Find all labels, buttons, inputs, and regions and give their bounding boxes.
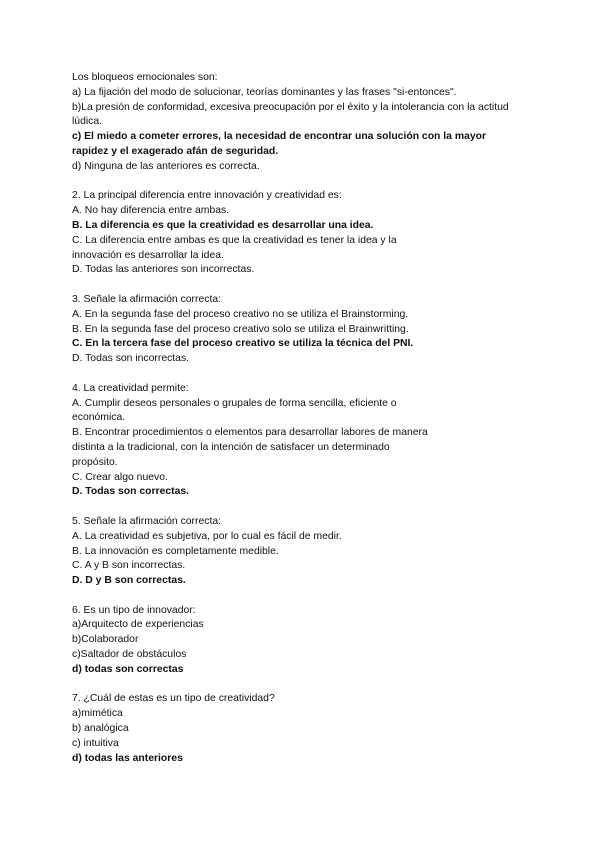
- answer-option: D. Todas las anteriores son incorrectas.: [72, 264, 255, 276]
- answer-option-correct: c) El miedo a cometer errores, la necesidad de encontrar una solución con la mayor rapidez y el exagerado afán de seguridad.: [72, 131, 487, 157]
- answer-option: A. Cumplir deseos personales o grupales de forma sencilla, eficiente o económica.: [72, 397, 397, 424]
- question-7: [72, 692, 522, 766]
- answer-option-correct: d) todas son correctas: [72, 663, 184, 675]
- answer-option: A. En la segunda fase del proceso creativo no se utiliza el Brainstorming.: [72, 308, 409, 320]
- answer-option: b)Colaborador: [72, 634, 139, 646]
- answer-option: d) Ninguna de las anteriores es correcta.: [72, 160, 260, 172]
- answer-option: b)La presión de conformidad, excesiva preocupación por el éxito y la intolerancia con la actitud lúdica.: [72, 101, 509, 128]
- answer-option-correct: B. La diferencia es que la creatividad es desarrollar una idea.: [72, 219, 374, 231]
- question-2: [72, 189, 522, 278]
- question-4: [72, 382, 522, 500]
- question-stem: 5. Señale la afirmación correcta:: [72, 515, 222, 527]
- answer-option: c)Saltador de obstáculos: [72, 649, 187, 661]
- answer-option: D. Todas son incorrectas.: [72, 353, 190, 365]
- answer-option: C. Crear algo nuevo.: [72, 471, 168, 483]
- question-stem: 4. La creatividad permite:: [72, 382, 189, 394]
- answer-option: a) La fijación del modo de solucionar, teorías dominantes y las frases "si-entonces".: [72, 86, 457, 98]
- answer-option: B. En la segunda fase del proceso creativo solo se utiliza el Brainwritting.: [72, 323, 409, 335]
- answer-option: B. La innovación es completamente medible.: [72, 545, 279, 557]
- answer-option: A. No hay diferencia entre ambas.: [72, 205, 230, 217]
- answer-option-correct: D. Todas son correctas.: [72, 486, 190, 498]
- answer-option: a)Arquitecto de experiencias: [72, 619, 204, 631]
- answer-option: C. A y B son incorrectas.: [72, 560, 186, 572]
- question-stem: 7. ¿Cuál de estas es un tipo de creatividad?: [72, 693, 275, 705]
- question-stem: 3. Señale la afirmación correcta:: [72, 293, 222, 305]
- answer-option-correct: D. D y B son correctas.: [72, 575, 186, 587]
- answer-option: B. Encontrar procedimientos o elementos para desarrollar labores de manera distinta a la tradicional, con la intención de satisfacer un determinado propósito.: [72, 427, 428, 468]
- answer-option: c) intuitiva: [72, 737, 119, 749]
- answer-option: a)mimética: [72, 708, 123, 720]
- answer-option: C. La diferencia entre ambas es que la creatividad es tener la idea y la innovación es desarrollar la idea.: [72, 234, 397, 261]
- answer-option: b) analógica: [72, 723, 129, 735]
- question-stem: 2. La principal diferencia entre innovación y creatividad es:: [72, 190, 342, 202]
- quiz-document: [72, 71, 522, 781]
- question-3: [72, 293, 522, 367]
- question-stem: Los bloqueos emocionales son:: [72, 72, 218, 83]
- answer-option: A. La creatividad es subjetiva, por lo cual es fácil de medir.: [72, 530, 342, 542]
- answer-option-correct: C. En la tercera fase del proceso creativo se utiliza la técnica del PNI.: [72, 338, 414, 350]
- answer-option-correct: d) todas las anteriores: [72, 752, 183, 764]
- question-6: [72, 604, 522, 678]
- question-1: [72, 71, 522, 175]
- question-5: [72, 515, 522, 589]
- question-stem: 6. Es un tipo de innovador:: [72, 604, 196, 616]
